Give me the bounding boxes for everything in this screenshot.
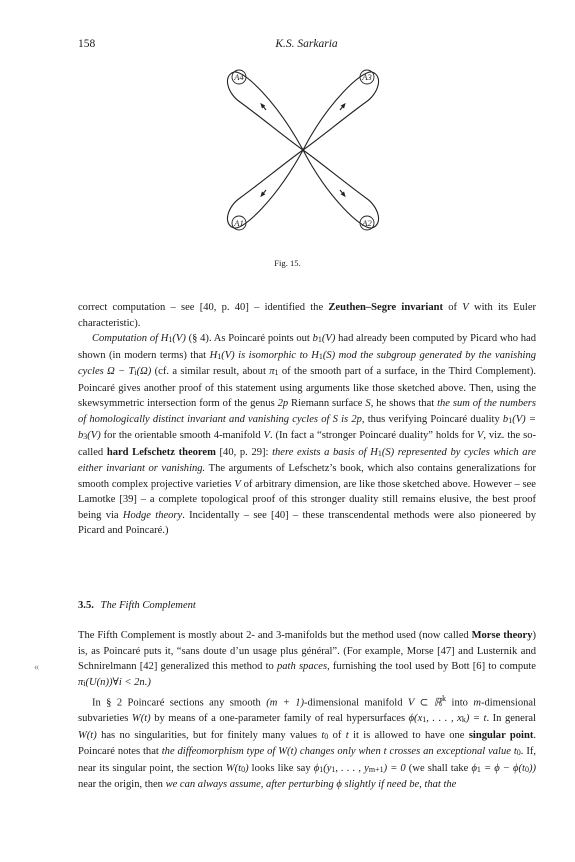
arrow-a2 bbox=[340, 190, 344, 195]
italic-text: V bbox=[476, 430, 484, 441]
text-run: looks like say bbox=[248, 762, 314, 774]
italic-text: = ϕ − ϕ(t bbox=[480, 762, 525, 774]
paragraph bbox=[78, 300, 536, 331]
italic-text: 2p bbox=[277, 398, 289, 409]
bold-term: hard Lefschetz theorem bbox=[106, 446, 216, 458]
text-run: with its Euler characteristic). bbox=[78, 302, 537, 329]
italic-text: m bbox=[473, 697, 481, 709]
text-run: The arguments of Lefschetz’s book, which also contains generalizations for smooth complex projective varieties bbox=[78, 463, 536, 490]
cycles-diagram bbox=[222, 62, 384, 238]
lower-text-block bbox=[78, 628, 536, 793]
text-run: of bbox=[328, 729, 346, 741]
italic-text: π bbox=[269, 366, 275, 377]
label-a4: A4 bbox=[234, 72, 244, 82]
italic-text: (y bbox=[323, 762, 332, 774]
arrow-a4 bbox=[262, 105, 266, 110]
margin-mark: « bbox=[34, 662, 39, 673]
text-run: -dimensional manifold bbox=[303, 697, 408, 709]
text-run: , thus verifying Poincaré duality bbox=[361, 413, 503, 425]
text-run: of the smooth part of a surface, in the Third Complement). Poincaré gives another proof of this statement using arguments like those sketched above. Then, using the skewsymmetric intersection form of the genus bbox=[78, 366, 537, 409]
text-run: has no singularities, but for finitely many values bbox=[96, 729, 322, 741]
text-run: 3 bbox=[83, 432, 88, 441]
running-head: K.S. Sarkaria bbox=[275, 38, 338, 50]
italic-text: (S) mod the subgroup generated by the vanishing cycles Ω − T bbox=[78, 349, 536, 377]
text-run: 0 bbox=[516, 748, 521, 758]
text-run: Riemann surface bbox=[288, 398, 366, 409]
italic-text: ϕ bbox=[313, 762, 320, 774]
text-run: (we shall take bbox=[405, 762, 472, 774]
italic-text: V bbox=[462, 302, 469, 313]
text-run: -dimensional subvarieties bbox=[78, 697, 537, 725]
text-run: 1 bbox=[331, 764, 336, 774]
text-run: 1 bbox=[217, 351, 222, 361]
paragraph bbox=[78, 691, 536, 793]
italic-text: Computation of bbox=[92, 333, 161, 344]
upper-text-block bbox=[78, 300, 536, 539]
text-run: for the orientable smooth 4-manifold bbox=[100, 430, 264, 441]
page-header bbox=[78, 38, 535, 54]
italic-text: , . . . , y bbox=[335, 762, 369, 774]
text-run: k bbox=[461, 715, 466, 725]
section-number: 3.5. bbox=[78, 600, 94, 611]
italic-text: W(t bbox=[225, 762, 242, 774]
text-run: 0 bbox=[324, 731, 329, 741]
italic-text: ) = 0 bbox=[383, 762, 406, 774]
text-run: 0 bbox=[524, 764, 529, 774]
italic-text: we can always assume, after perturbing ϕ slightly if need be, that the bbox=[165, 779, 457, 791]
italic-text: (S) represented by cycles which are either invariant or vanishing. bbox=[78, 446, 536, 474]
arrow-a1 bbox=[262, 190, 266, 195]
text-run: 0 bbox=[241, 764, 246, 774]
text-run: 1 bbox=[476, 764, 481, 774]
label-a2: A2 bbox=[362, 218, 372, 228]
figure-caption: Fig. 15. bbox=[274, 258, 301, 268]
text-run: [40, p. 29]: bbox=[215, 446, 273, 458]
text-run: , furnishing the tool used by Bott [6] to compute bbox=[327, 661, 536, 672]
bold-term: Morse theory bbox=[471, 630, 533, 641]
arrow-a3 bbox=[340, 105, 344, 110]
text-run: ) is, as Poincaré puts it, “sans doute d’un usage plus général”. (For example, Morse [47] and Lusternik and Schnirelmann [42] generalized this method to bbox=[78, 630, 536, 672]
bold-term: singular point bbox=[468, 729, 534, 741]
label-a3: A3 bbox=[362, 72, 372, 82]
bold-term: Zeuthen–Segre invariant bbox=[328, 302, 444, 313]
italic-text: ϕ bbox=[471, 762, 477, 774]
italic-text: , . . . , x bbox=[426, 713, 462, 725]
text-run: . In general bbox=[486, 713, 536, 725]
italic-text: V bbox=[263, 430, 270, 441]
italic-text: (V) bbox=[221, 349, 235, 361]
text-run: , viz. the so-called bbox=[78, 430, 537, 458]
section-title: The Fifth Complement bbox=[100, 600, 196, 611]
text-run: k bbox=[442, 694, 447, 703]
label-a1: A1 bbox=[234, 218, 244, 228]
italic-text: path spaces bbox=[277, 661, 328, 672]
page-number: 158 bbox=[78, 38, 96, 50]
italic-text: (m + 1) bbox=[266, 697, 304, 709]
italic-text: t bbox=[345, 729, 349, 741]
text-run: 1 bbox=[319, 764, 324, 774]
text-run: The Fifth Complement is mostly about 2- and 3-manifolds but the method used (now called bbox=[78, 630, 472, 641]
italic-text: b bbox=[312, 333, 318, 344]
text-run: (§ 4). As Poincaré points out bbox=[185, 333, 313, 344]
text-run: 1 bbox=[318, 351, 323, 361]
italic-text: ) bbox=[245, 762, 249, 774]
italic-text: there exists a basis of H bbox=[272, 446, 378, 458]
text-run: . Incidentally – see [40] – these transcendental methods were also pioneered by Picard and Poincaré.) bbox=[78, 509, 537, 536]
italic-text: (U(n))∀i < 2n.) bbox=[85, 676, 151, 688]
text-run: 1 bbox=[377, 448, 382, 458]
italic-text: (Ω) bbox=[136, 366, 152, 377]
text-run: i bbox=[134, 368, 137, 377]
text-run: 1 bbox=[317, 335, 322, 344]
text-run: . (In fact a “stronger Poincaré duality” holds for bbox=[269, 430, 477, 441]
italic-text: S bbox=[365, 398, 371, 409]
italic-text: (V) bbox=[172, 333, 186, 344]
italic-text: V ⊂ ℝ bbox=[407, 697, 443, 709]
italic-text: Hodge theory bbox=[122, 509, 183, 521]
italic-text: V bbox=[234, 478, 241, 490]
text-run: 1 bbox=[168, 335, 173, 344]
paragraph bbox=[78, 628, 536, 691]
text-run: correct computation – see [40, p. 40] – identified the bbox=[78, 302, 329, 313]
text-run: had already been computed by Picard who had shown (in modern terms) that bbox=[78, 333, 536, 361]
text-run: m+1 bbox=[368, 764, 384, 774]
italic-text: t bbox=[321, 729, 325, 741]
paragraph bbox=[78, 331, 536, 539]
italic-text: the diffeomorphism type of W(t) changes only when t crosses an exceptional value t bbox=[161, 746, 517, 758]
italic-text: H bbox=[160, 333, 169, 344]
italic-text: )) bbox=[528, 762, 536, 774]
text-run: . Poincaré notes that bbox=[78, 729, 537, 758]
text-run: 1 bbox=[274, 368, 279, 377]
text-run: into bbox=[446, 697, 474, 709]
italic-text: b bbox=[502, 413, 509, 425]
italic-text: (V) = b bbox=[78, 413, 536, 441]
italic-text: (V) bbox=[321, 333, 336, 344]
text-run: i bbox=[83, 678, 86, 688]
text-run: of bbox=[443, 302, 463, 313]
text-run: it is allowed to have one bbox=[348, 729, 469, 741]
text-run: 1 bbox=[422, 715, 427, 725]
text-run: , he shows that bbox=[370, 398, 438, 409]
italic-text: H bbox=[209, 349, 218, 361]
text-run: near the origin, then bbox=[78, 779, 166, 791]
italic-text: ) = t bbox=[465, 713, 487, 725]
text-run: . If, near its singular point, the section bbox=[78, 746, 536, 774]
italic-text: ϕ(x bbox=[408, 713, 423, 725]
italic-text: H bbox=[311, 349, 319, 361]
text-run: In § 2 Poincaré sections any smooth bbox=[92, 697, 267, 709]
italic-text: π bbox=[78, 676, 84, 688]
text-run: (cf. a similar result, about bbox=[151, 366, 270, 377]
italic-text: W(t) bbox=[78, 729, 97, 741]
text-run: by means of a one-parameter family of real hypersurfaces bbox=[150, 713, 409, 725]
text-run: 1 bbox=[508, 415, 513, 425]
figure-15 bbox=[222, 62, 384, 238]
section-heading bbox=[78, 600, 196, 611]
italic-text: (V) bbox=[87, 430, 101, 441]
italic-text: is isomorphic to bbox=[234, 349, 312, 361]
italic-text: W(t) bbox=[131, 713, 151, 725]
italic-text: the sum of the numbers of homologically distinct invariant and vanishing cycles of S is 2p bbox=[78, 398, 537, 425]
text-run: of arbitrary dimension, are like those sketched above. However – see Lamotke [39] – a complete topological proof of this stronger duality still remains elusive, the best proof being via bbox=[78, 478, 536, 521]
